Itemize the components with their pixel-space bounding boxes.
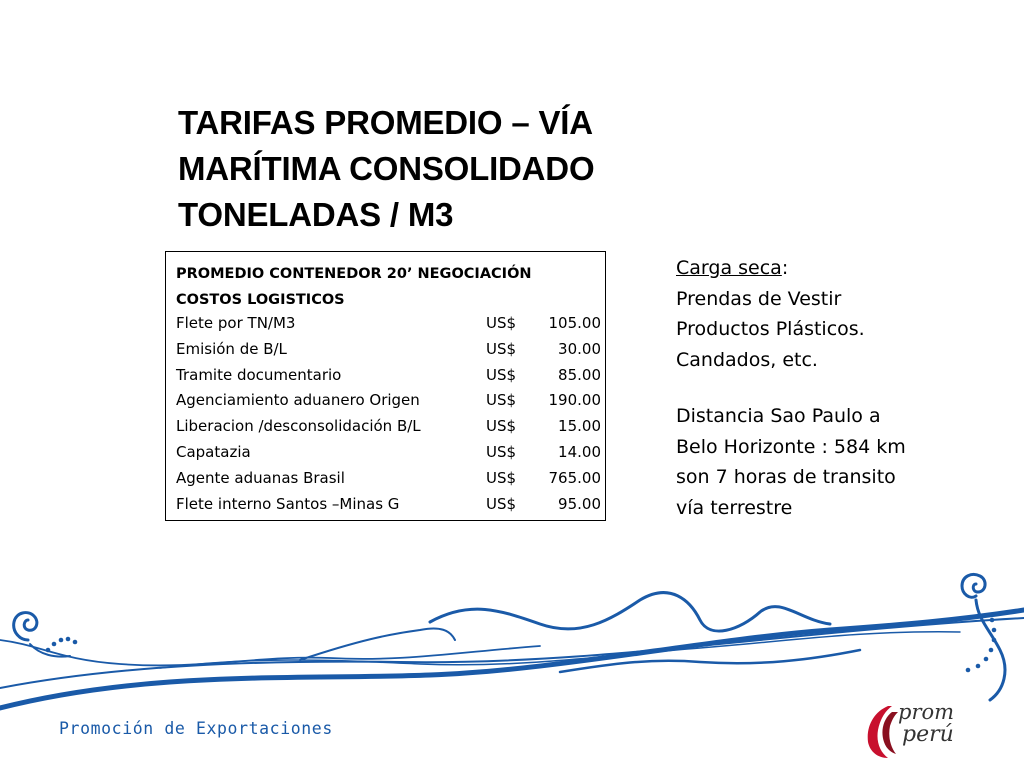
title-line: MARÍTIMA CONSOLIDADO <box>178 150 595 187</box>
distance-line: vía terrestre <box>676 496 793 519</box>
cost-label: Capatazia <box>176 442 251 461</box>
title-line: TONELADAS / M3 <box>178 196 454 233</box>
cost-currency: US$ <box>485 365 517 384</box>
title-line: TARIFAS PROMEDIO – VÍA <box>178 104 593 141</box>
cost-label: Agenciamiento aduanero Origen <box>176 391 420 410</box>
cost-row <box>176 363 601 389</box>
cost-list <box>176 311 601 517</box>
cost-label: Liberacion /desconsolidación B/L <box>176 417 421 436</box>
decorative-wave-band <box>0 560 1024 720</box>
distance-line: Belo Horizonte : 584 km <box>676 435 906 458</box>
cost-currency: US$ <box>485 494 517 513</box>
cost-amount: 105.00 <box>548 314 601 332</box>
cargo-item: Candados, etc. <box>676 348 818 371</box>
cost-box-heading <box>176 261 532 313</box>
side-notes <box>676 253 976 523</box>
logo-mark <box>858 702 902 760</box>
logo-text-prom: prom <box>898 700 955 724</box>
cost-label: Flete interno Santos –Minas G <box>176 494 400 513</box>
notes-spacer <box>676 375 976 401</box>
cost-currency: US$ <box>485 442 517 461</box>
cargo-item: Prendas de Vestir <box>676 287 842 310</box>
cost-amount: 15.00 <box>558 417 601 436</box>
cost-currency: US$ <box>485 391 517 410</box>
cost-amount: 85.00 <box>558 365 601 384</box>
distance-line: son 7 horas de transito <box>676 466 896 488</box>
dot-ornament <box>73 640 78 645</box>
cost-box-heading-line: COSTOS LOGISTICOS <box>176 292 345 308</box>
spiral-right <box>962 574 985 597</box>
cost-row <box>176 466 601 492</box>
cost-row <box>176 337 601 363</box>
cargo-heading: Carga seca <box>676 257 782 279</box>
cost-label: Emisión de B/L <box>176 339 287 358</box>
dot-ornament <box>59 638 64 643</box>
dot-ornament <box>46 648 51 653</box>
cost-amount: 30.00 <box>558 339 601 358</box>
footer-tagline: Promoción de Exportaciones <box>59 719 333 738</box>
wave-line <box>430 593 830 631</box>
cost-row <box>176 492 601 518</box>
cost-label: Tramite documentario <box>176 365 342 384</box>
cargo-heading-colon: : <box>781 257 789 279</box>
distance-line: Distancia Sao Paulo a <box>676 405 881 427</box>
cargo-heading-line <box>676 253 976 284</box>
dot-ornament <box>966 668 971 673</box>
dot-ornament <box>992 628 997 633</box>
logo-text-peru: perú <box>902 722 954 747</box>
dot-ornament <box>989 648 994 653</box>
cost-box-heading-line: PROMEDIO CONTENEDOR 20’ NEGOCIACIÓN <box>176 266 532 282</box>
dot-ornament <box>984 657 989 662</box>
dot-ornament <box>66 637 71 642</box>
cost-row <box>176 311 601 337</box>
dot-ornament <box>990 618 995 623</box>
promperu-logo <box>858 700 988 762</box>
dot-ornament <box>976 664 981 669</box>
cost-currency: US$ <box>485 339 517 358</box>
dot-ornament <box>52 642 57 647</box>
cost-currency: US$ <box>485 468 517 487</box>
dot-ornament <box>992 638 997 643</box>
cost-row <box>176 414 601 440</box>
logistics-cost-box <box>165 251 606 521</box>
wave-line <box>560 650 860 672</box>
spiral-left <box>14 613 37 640</box>
cost-amount: 95.00 <box>558 494 601 513</box>
wave-line <box>0 610 1024 708</box>
cargo-item: Productos Plásticos. <box>676 318 865 340</box>
cost-amount: 14.00 <box>558 442 601 461</box>
cost-currency: US$ <box>485 314 517 332</box>
cost-currency: US$ <box>485 417 517 436</box>
cost-label: Flete por TN/M3 <box>176 314 296 332</box>
cost-label: Agente aduanas Brasil <box>176 468 345 487</box>
cost-amount: 765.00 <box>548 468 601 487</box>
cost-amount: 190.00 <box>548 391 601 410</box>
slide-title <box>178 100 698 238</box>
cost-row <box>176 440 601 466</box>
cost-row <box>176 388 601 414</box>
